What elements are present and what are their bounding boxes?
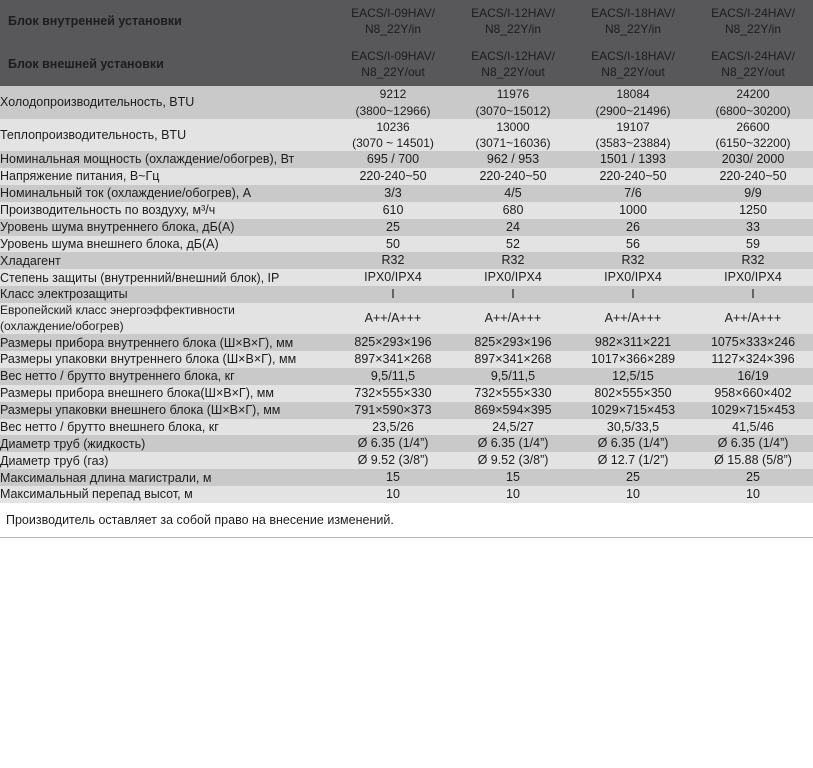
table-row [0, 252, 813, 269]
row-value [693, 86, 813, 118]
table-row [0, 86, 813, 118]
row-value-main: 11976 [496, 87, 530, 102]
table-row [0, 435, 813, 452]
row-value: 1250 [693, 202, 813, 219]
row-value: 825×293×196 [453, 334, 573, 351]
row-value: 23,5/26 [333, 419, 453, 436]
row-value-range: (6150~32200) [715, 135, 791, 150]
row-value: 12,5/15 [573, 368, 693, 385]
row-value-main: 24200 [736, 87, 770, 102]
row-value-range: (3583~23884) [595, 135, 671, 150]
row-value: R32 [693, 252, 813, 269]
row-label: Хладагент [0, 252, 333, 269]
row-value: 9/9 [693, 185, 813, 202]
table-row [0, 185, 813, 202]
row-value: IPX0/IPX4 [453, 269, 573, 286]
bottom-divider [0, 537, 813, 538]
row-value: 982×311×221 [573, 334, 693, 351]
row-label: Диаметр труб (жидкость) [0, 435, 333, 452]
row-value: R32 [573, 252, 693, 269]
row-value: 25 [573, 469, 693, 486]
header-label-outdoor: Блок внешней установки [0, 43, 333, 86]
header-model-indoor-2-line2: N8_22Y/in [484, 21, 542, 36]
row-value: Ø 9.52 (3/8”) [333, 452, 453, 469]
row-value: 24,5/27 [453, 419, 573, 436]
table-row [0, 202, 813, 219]
header-model-indoor-3-line2: N8_22Y/in [604, 21, 662, 36]
row-value: 962 / 953 [453, 151, 573, 168]
row-value-main: 13000 [496, 119, 530, 134]
row-label: Холодопроизводительность, BTU [0, 86, 333, 118]
header-model-indoor-1-line1: EACS/I-09HAV/ [351, 6, 435, 20]
row-value: 56 [573, 236, 693, 253]
row-value: 695 / 700 [333, 151, 453, 168]
row-value-main: 26600 [736, 119, 770, 134]
row-value: 9,5/11,5 [333, 368, 453, 385]
header-model-outdoor-2-line2: N8_22Y/out [481, 64, 545, 79]
row-label-line2: (охлаждение/обогрев) [0, 318, 124, 333]
row-value: 15 [333, 469, 453, 486]
row-value [333, 119, 453, 151]
row-value: I [573, 286, 693, 303]
header-model-outdoor-2-line1: EACS/I-12HAV/ [471, 49, 555, 64]
row-value: 825×293×196 [333, 334, 453, 351]
row-value-range: (3800~12966) [355, 103, 431, 118]
header-model-outdoor-1-line1: EACS/I-09HAV/ [351, 49, 435, 64]
row-label: Размеры прибора внешнего блока(Ш×В×Г), мм [0, 385, 333, 402]
header-label-indoor: Блок внутренней установки [0, 0, 333, 43]
row-value: 10 [693, 486, 813, 503]
row-value: Ø 15.88 (5/8”) [693, 452, 813, 469]
row-value: 30,5/33,5 [573, 419, 693, 436]
header-model-outdoor-1-line2: N8_22Y/out [361, 64, 425, 79]
table-row [0, 334, 813, 351]
row-value: Ø 9.52 (3/8”) [453, 452, 573, 469]
table-header-row-indoor [0, 0, 813, 43]
row-value: 59 [693, 236, 813, 253]
header-model-indoor-2 [453, 0, 573, 43]
table-row [0, 452, 813, 469]
row-label: Номинальный ток (охлаждение/обогрев), А [0, 185, 333, 202]
row-value [333, 86, 453, 118]
row-value: 680 [453, 202, 573, 219]
row-value: Ø 6.35 (1/4”) [453, 435, 573, 452]
row-label: Размеры прибора внутреннего блока (Ш×В×Г), мм [0, 334, 333, 351]
header-model-outdoor-3-line1: EACS/I-18HAV/ [591, 49, 675, 64]
row-value-range: (2900~21496) [595, 103, 671, 118]
disclaimer-note: Производитель оставляет за собой право на внесение изменений. [0, 503, 813, 533]
row-value-range: (3070 ~ 14501) [352, 135, 434, 150]
row-label: Номинальная мощность (охлаждение/обогрев), Вт [0, 151, 333, 168]
row-value: 1029×715×453 [693, 402, 813, 419]
row-label: Вес нетто / брутто внутреннего блока, кг [0, 368, 333, 385]
table-row [0, 402, 813, 419]
row-value: 958×660×402 [693, 385, 813, 402]
header-model-outdoor-1 [333, 43, 453, 86]
row-value: 41,5/46 [693, 419, 813, 436]
table-row [0, 168, 813, 185]
row-label: Размеры упаковки внешнего блока (Ш×В×Г), мм [0, 402, 333, 419]
row-value: 802×555×350 [573, 385, 693, 402]
row-value [573, 86, 693, 118]
table-row [0, 269, 813, 286]
row-label: Максимальная длина магистрали, м [0, 469, 333, 486]
table-row [0, 286, 813, 303]
row-value: 16/19 [693, 368, 813, 385]
row-value [693, 119, 813, 151]
row-value: 2030/ 2000 [693, 151, 813, 168]
row-value-main: 19107 [616, 119, 650, 134]
row-value: 791×590×373 [333, 402, 453, 419]
table-row [0, 303, 813, 334]
row-value: 25 [693, 469, 813, 486]
row-value: R32 [453, 252, 573, 269]
header-model-indoor-4-line1: EACS/I-24HAV/ [711, 6, 795, 20]
row-label: Степень защиты (внутренний/внешний блок), IP [0, 269, 333, 286]
row-label: Диаметр труб (газ) [0, 452, 333, 469]
row-value: 869×594×395 [453, 402, 573, 419]
row-value: IPX0/IPX4 [693, 269, 813, 286]
row-value: IPX0/IPX4 [573, 269, 693, 286]
row-value: 10 [453, 486, 573, 503]
row-value: 1017×366×289 [573, 351, 693, 368]
row-value: 220-240~50 [453, 168, 573, 185]
table-row [0, 236, 813, 253]
header-model-indoor-3 [573, 0, 693, 43]
row-value: 1000 [573, 202, 693, 219]
row-value: 1501 / 1393 [573, 151, 693, 168]
row-value: 10 [333, 486, 453, 503]
row-value: A++/A+++ [453, 303, 573, 334]
row-label: Максимальный перепад высот, м [0, 486, 333, 503]
row-value: A++/A+++ [573, 303, 693, 334]
header-model-outdoor-3 [573, 43, 693, 86]
row-value: 1127×324×396 [693, 351, 813, 368]
table-row [0, 351, 813, 368]
row-value: 9,5/11,5 [453, 368, 573, 385]
table-row [0, 368, 813, 385]
row-label: Напряжение питания, В~Гц [0, 168, 333, 185]
table-row [0, 419, 813, 436]
row-label: Вес нетто / брутто внешнего блока, кг [0, 419, 333, 436]
header-model-indoor-4 [693, 0, 813, 43]
row-value-main: 18084 [616, 87, 650, 102]
row-value [573, 119, 693, 151]
row-value-range: (3070~15012) [475, 103, 551, 118]
row-value: 1075×333×246 [693, 334, 813, 351]
header-model-outdoor-2 [453, 43, 573, 86]
row-label: Уровень шума внешнего блока, дБ(А) [0, 236, 333, 253]
table-row [0, 151, 813, 168]
row-value: 15 [453, 469, 573, 486]
row-label-line1: Европейский класс энергоэффективности [0, 303, 235, 317]
row-value: A++/A+++ [333, 303, 453, 334]
row-label: Производительность по воздуху, м³/ч [0, 202, 333, 219]
row-value: R32 [333, 252, 453, 269]
row-value: 1029×715×453 [573, 402, 693, 419]
row-value: 220-240~50 [573, 168, 693, 185]
row-value: 33 [693, 219, 813, 236]
row-value [453, 86, 573, 118]
row-value: 26 [573, 219, 693, 236]
row-value: Ø 12.7 (1/2”) [573, 452, 693, 469]
row-value: Ø 6.35 (1/4”) [333, 435, 453, 452]
row-value: 897×341×268 [453, 351, 573, 368]
table-header-row-outdoor [0, 43, 813, 86]
row-value: 220-240~50 [333, 168, 453, 185]
table-row [0, 219, 813, 236]
row-value: 10 [573, 486, 693, 503]
row-value: Ø 6.35 (1/4”) [693, 435, 813, 452]
row-value: 220-240~50 [693, 168, 813, 185]
table-row [0, 385, 813, 402]
row-value: 732×555×330 [453, 385, 573, 402]
row-value-main: 9212 [379, 87, 407, 102]
row-value-main: 10236 [376, 119, 410, 134]
header-model-outdoor-3-line2: N8_22Y/out [601, 64, 665, 79]
row-value: I [693, 286, 813, 303]
row-value: Ø 6.35 (1/4”) [573, 435, 693, 452]
table-row [0, 119, 813, 151]
row-value-range: (3071~16036) [475, 135, 551, 150]
header-model-outdoor-4-line1: EACS/I-24HAV/ [711, 49, 795, 64]
row-label: Класс электрозащиты [0, 286, 333, 303]
row-value: IPX0/IPX4 [333, 269, 453, 286]
row-value: 50 [333, 236, 453, 253]
header-model-outdoor-4 [693, 43, 813, 86]
header-model-indoor-3-line1: EACS/I-18HAV/ [591, 6, 675, 20]
row-value: I [453, 286, 573, 303]
row-label: Теплопроизводительность, BTU [0, 119, 333, 151]
row-label: Размеры упаковки внутреннего блока (Ш×В×Г), мм [0, 351, 333, 368]
row-value: A++/A+++ [693, 303, 813, 334]
header-model-indoor-1-line2: N8_22Y/in [364, 21, 422, 36]
row-value: 3/3 [333, 185, 453, 202]
row-value: 7/6 [573, 185, 693, 202]
row-value: 610 [333, 202, 453, 219]
row-value: 732×555×330 [333, 385, 453, 402]
header-model-outdoor-4-line2: N8_22Y/out [721, 64, 785, 79]
header-model-indoor-2-line1: EACS/I-12HAV/ [471, 6, 555, 20]
table-row [0, 469, 813, 486]
header-model-indoor-4-line2: N8_22Y/in [724, 21, 782, 36]
row-value: 24 [453, 219, 573, 236]
row-label [0, 303, 333, 334]
row-value: 4/5 [453, 185, 573, 202]
row-value: 52 [453, 236, 573, 253]
table-row [0, 486, 813, 503]
row-value-range: (6800~30200) [715, 103, 791, 118]
header-model-indoor-1 [333, 0, 453, 43]
row-label: Уровень шума внутреннего блока, дБ(А) [0, 219, 333, 236]
row-value: 897×341×268 [333, 351, 453, 368]
row-value: 25 [333, 219, 453, 236]
row-value [453, 119, 573, 151]
row-value: I [333, 286, 453, 303]
